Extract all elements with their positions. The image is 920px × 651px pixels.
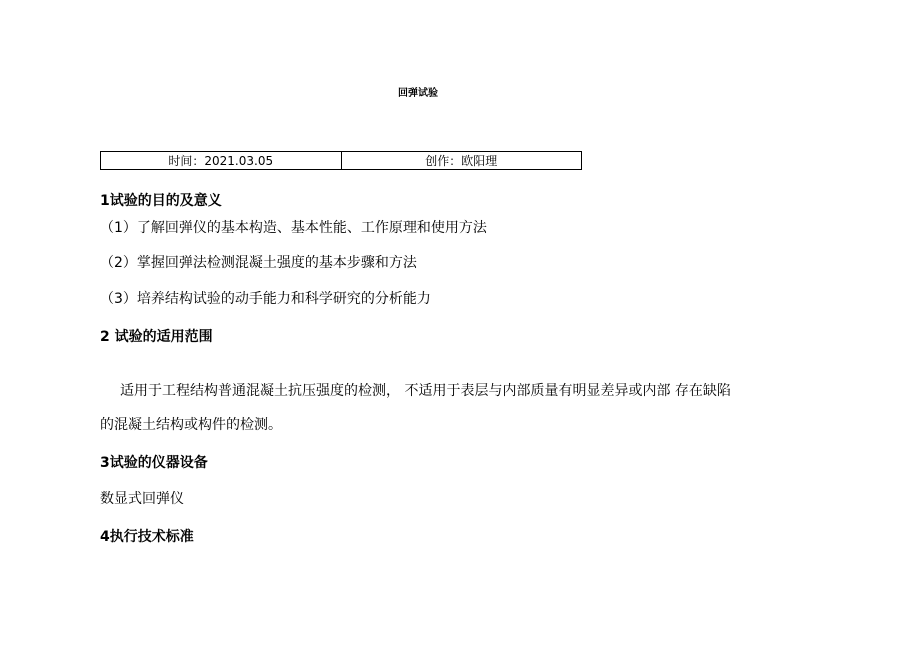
meta-author: 创作：欧阳理 (341, 152, 582, 169)
section-1-heading: 1试验的目的及意义 (100, 193, 222, 209)
section-2-paragraph-line-1: 适用于工程结构普通混凝土抗压强度的检测， 不适用于表层与内部质量有明显差异或内部 存在缺陷 (120, 383, 731, 399)
section-3-text: 数显式回弹仪 (100, 491, 184, 507)
section-4-heading: 4执行技术标准 (100, 529, 194, 545)
document-title: 回弹试验 (398, 88, 438, 99)
section-2-heading: 2 试验的适用范围 (100, 329, 213, 345)
section-1-item-3: （3）培养结构试验的动手能力和科学研究的分析能力 (100, 291, 431, 307)
section-1-item-2: （2）掌握回弹法检测混凝土强度的基本步骤和方法 (100, 255, 417, 271)
section-2-paragraph-line-2: 的混凝土结构或构件的检测。 (100, 417, 282, 433)
section-3-heading: 3试验的仪器设备 (100, 455, 208, 471)
meta-table (100, 151, 582, 170)
section-1-item-1: （1）了解回弹仪的基本构造、基本性能、工作原理和使用方法 (100, 220, 487, 236)
meta-time: 时间：2021.03.05 (168, 154, 274, 168)
